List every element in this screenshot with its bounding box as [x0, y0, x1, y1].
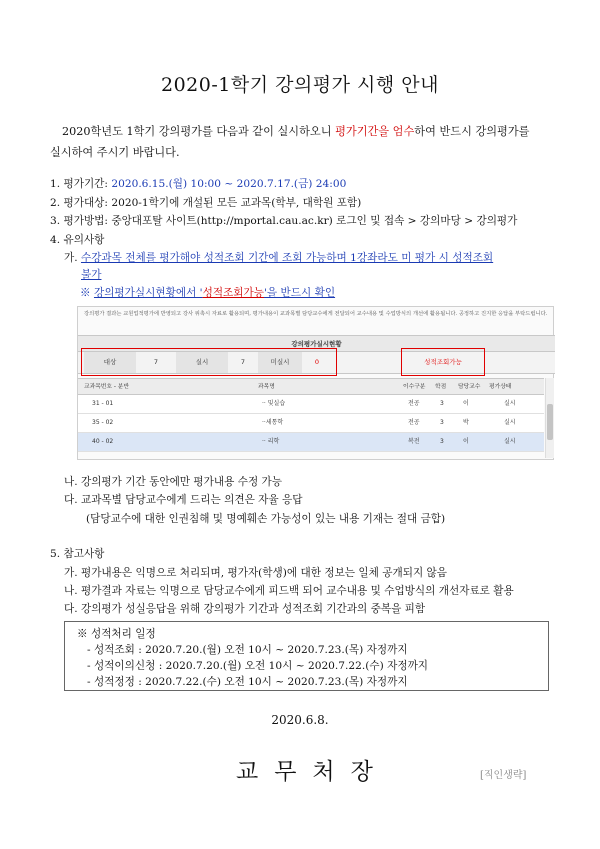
summary-done-label: 실시: [176, 352, 228, 373]
table-row[interactable]: 35 - 02 ··세통학 전공 3 박 실시: [78, 414, 544, 433]
scrollbar-thumb[interactable]: [547, 404, 553, 440]
note-ga-star: ※ 강의평가실시현황에서 '성적조회가능'을 반드시 확인: [80, 287, 336, 299]
note-ga-line2: 불가: [81, 269, 102, 281]
header-course-type: 이수구분: [403, 384, 426, 390]
schedule-row: - 성적정정 : 2020.7.22.(수) 오전 10시 ~ 2020.7.23.(목) 자정까지: [87, 676, 408, 688]
note-da-sub: (담당교수에 대한 인권침해 및 명예훼손 가능성이 있는 내용 기재는 절대 금합): [86, 513, 446, 525]
schedule-row: - 성적이의신청 : 2020.7.20.(월) 오전 10시 ~ 2020.7.22.(수) 자정까지: [87, 660, 429, 672]
screenshot-notice-text: 강의평가 결과는 교원업적평가에 반영되고 강사 위촉시 자료로 활용되며, 평가내용이 교과목별 담당교수에게 전달되어 교수내용 및 수업방식의 개선에 활용됩니다. 공정하고 진지한 응답을 부탁드립니다.: [84, 311, 548, 317]
header-eval-status: 평가상태: [489, 384, 512, 390]
intro-line2: 실시하여 주시기 바랍니다.: [50, 146, 180, 159]
grade-check-available-link[interactable]: 성적조회가능: [424, 358, 462, 366]
summary-title: 강의평가실시현황: [78, 335, 555, 352]
intro-paragraph: [50, 121, 560, 163]
summary-target-label: 대상: [84, 352, 136, 373]
item-evaluation-method: 3. 평가방법: 중앙대포탈 사이트(http://mportal.cau.ac.kr) 로그인 및 접속 > 강의마당 > 강의평가: [50, 215, 518, 227]
header-course-code: 교과목번호 - 분반: [84, 384, 129, 390]
ref-ga: 가. 평가내용은 익명으로 처리되며, 평가자(학생)에 대한 정보는 일체 공개되지 않음: [64, 567, 448, 579]
seal-omitted: [직인생략]: [480, 770, 527, 781]
header-course-name: 과목명: [258, 384, 275, 390]
evaluation-period-value: 2020.6.15.(월) 10:00 ~ 2020.7.17.(금) 24:00: [111, 178, 347, 190]
table-row[interactable]: 31 - 01 ·· 및실습 전공 3 이 실시: [78, 395, 544, 414]
ref-na: 나. 평가결과 자료는 익명으로 담당교수에게 피드백 되어 교수내용 및 수업방식의 개선자료로 활용: [64, 585, 514, 597]
note-da: 다. 교과목별 담당교수에게 드리는 의견은 자율 응답: [64, 494, 303, 506]
summary-target-value: 7: [153, 358, 159, 366]
highlight-box-summary: [81, 348, 337, 376]
ref-da: 다. 강의평가 성실응답을 위해 강의평가 기간과 성적조회 기간과의 중복을 피함: [64, 603, 426, 615]
item-references-heading: 5. 참고사항: [50, 548, 105, 560]
header-professor: 담당교수: [458, 384, 481, 390]
signer-name: 교무처장: [236, 759, 389, 785]
document-title: 2020-1학기 강의평가 시행 안내: [160, 74, 440, 96]
summary-undone-label: 미실시: [258, 352, 302, 373]
summary-done-value: 7: [240, 358, 246, 366]
portal-screenshot: [77, 306, 554, 460]
table-row[interactable]: 40 - 02 ·· 리학 복전 3 이 실시: [78, 433, 544, 452]
intro-text-after: 하여 반드시 강의평가를: [414, 125, 530, 138]
summary-undone-value: 0: [314, 358, 320, 366]
item-evaluation-target: 2. 평가대상: 2020-1학기에 개설된 모든 교과목(학부, 대학원 포함): [50, 197, 362, 209]
header-credit: 학점: [435, 384, 447, 390]
schedule-title: ※ 성적처리 일정: [77, 628, 156, 640]
table-scrollbar[interactable]: [545, 378, 554, 458]
item-evaluation-period: 1. 평가기간: 2020.6.15.(월) 10:00 ~ 2020.7.17.(금) 24:00: [50, 178, 347, 190]
highlight-box-grade-status: [401, 348, 485, 376]
intro-text-before: 2020학년도 1학기 강의평가를 다음과 같이 실시하오니: [62, 125, 336, 138]
intro-highlight: 평가기간을 엄수: [335, 125, 415, 138]
note-na: 나. 강의평가 기간 동안에만 평가내용 수정 가능: [64, 476, 283, 488]
issue-date: 2020.6.8.: [271, 713, 329, 727]
grade-schedule-box: [64, 621, 549, 691]
schedule-row: - 성적조회 : 2020.7.20.(월) 오전 10시 ~ 2020.7.23.(목) 자정까지: [87, 644, 408, 656]
course-table-header: [78, 378, 544, 395]
note-ga: 가. 수강과목 전체를 평가해야 성적조회 기간에 조회 가능하며 1강좌라도 미 평가 시 성적조회: [64, 252, 494, 264]
item-notes-heading: 4. 유의사항: [50, 234, 105, 246]
